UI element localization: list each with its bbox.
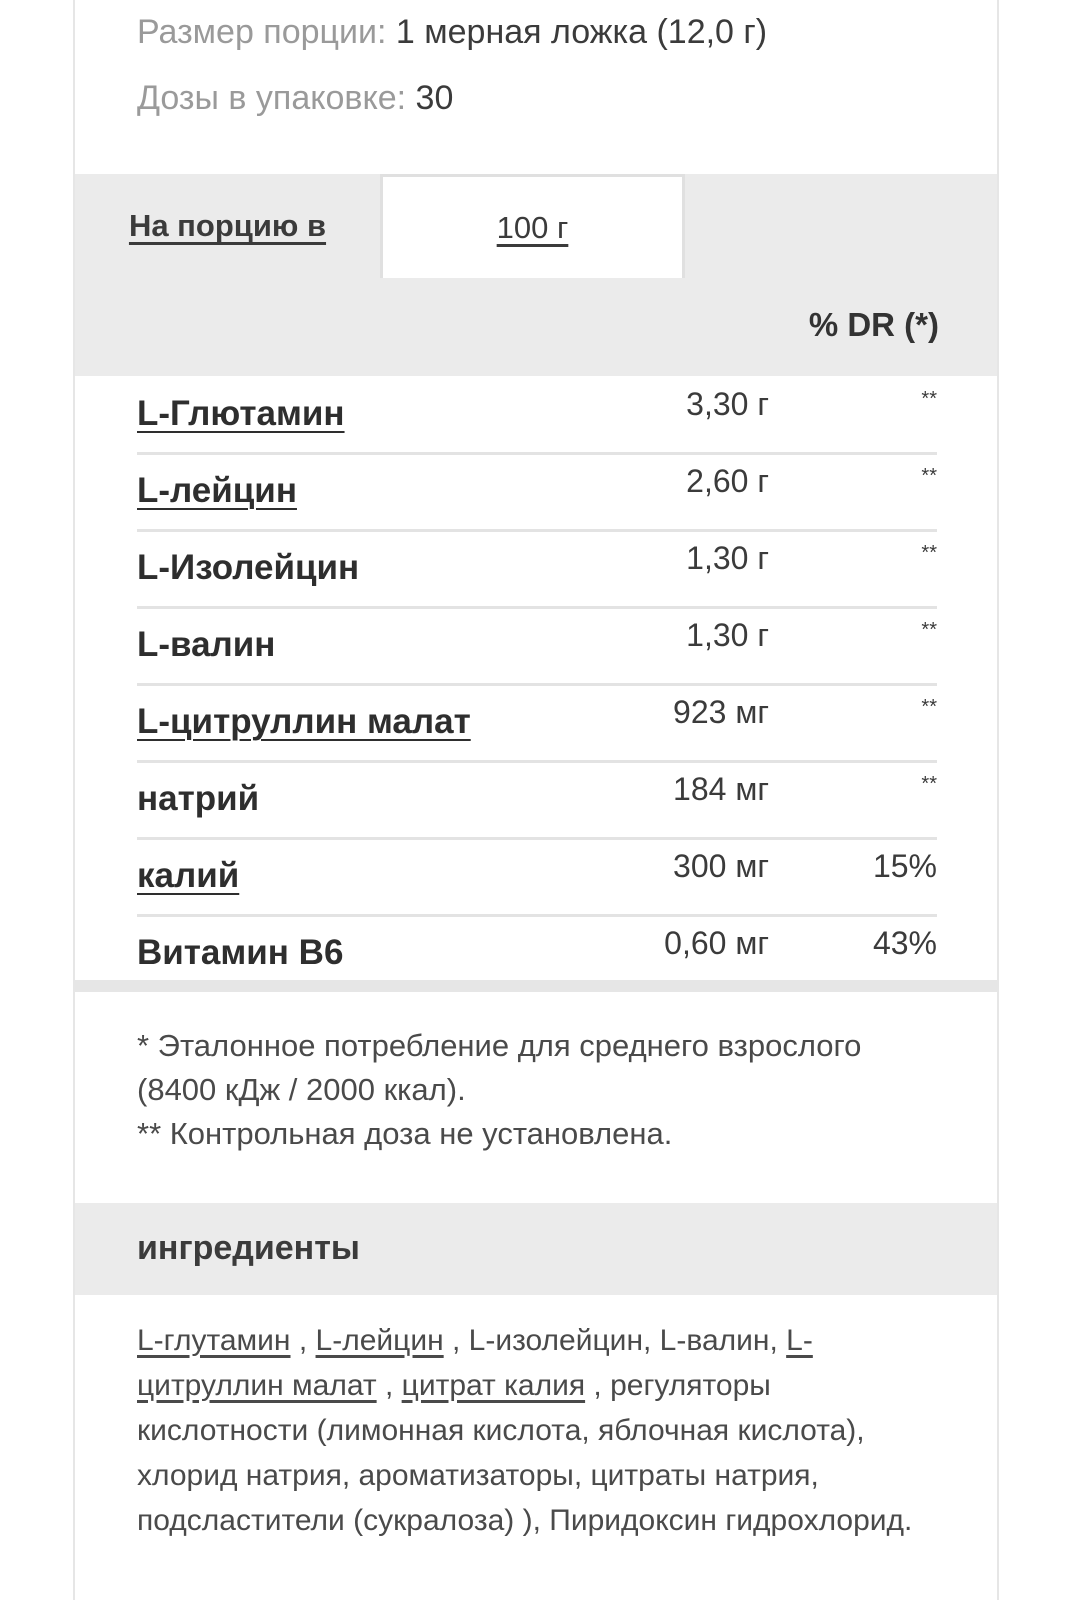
nutrient-dr: ** [921,388,937,410]
ingredient-link[interactable]: цитрат калия [401,1369,586,1402]
table-row [137,686,937,763]
footnote-no-reference: ** Контрольная доза не установлена. [137,1116,673,1151]
nutrient-amount: 300 мг [673,848,769,884]
serving-size [137,12,767,52]
ingredient-text: , L-изолейцин, L-валин, [443,1324,787,1357]
tab-per-serving[interactable] [75,174,380,278]
nutrient-dr: 43% [872,925,937,961]
nutrient-dr: ** [921,773,937,795]
ingredient-link[interactable]: L-глутамин [137,1324,291,1357]
doses-label: Дозы в упаковке: [137,79,407,117]
nutrient-name[interactable]: L-цитруллин малат [137,702,471,741]
nutrient-amount: 923 мг [673,694,769,730]
footnotes [137,1024,937,1156]
footnote-reference-intake: * Эталонное потребление для среднего взрослого (8400 кДж / 2000 ккал). [137,1028,862,1107]
nutrient-amount: 3,30 г [686,386,769,422]
doses-value: 30 [415,79,454,117]
ingredient-text: , [290,1324,316,1357]
section-divider [75,980,997,992]
table-row [137,378,937,455]
table-header [75,278,997,376]
nutrient-table [137,378,937,991]
serving-size-value: 1 мерная ложка (12,0 г) [395,13,768,51]
serving-size-label: Размер порции: [137,13,387,51]
doses-per-pack [137,78,453,118]
nutrient-amount: 0,60 мг [664,925,769,961]
nutrient-name: L-Изолейцин [137,548,360,587]
ingredients-text [137,1318,937,1543]
ingredient-text: , [376,1369,402,1402]
nutrient-name: L-валин [137,625,276,664]
tab-per-100g[interactable] [380,174,685,278]
nutrient-dr: 15% [872,848,937,884]
nutrient-dr: ** [921,542,937,564]
nutrient-name: натрий [137,779,260,818]
nutrient-amount: 1,30 г [686,540,769,576]
ingredient-link[interactable]: L-цитруллин малат [137,1324,813,1402]
ingredients-header [75,1203,997,1295]
ingredient-text: , регуляторы кислотности (лимонная кислота, яблочная кислота), хлорид натрия, ароматизаторы, цитраты натрия, подсластители (сукралоза) ), Пиридоксин гидрохлорид. [137,1369,913,1537]
dr-column-header: % DR (*) [808,306,939,343]
nutrient-name[interactable]: калий [137,856,240,895]
nutrient-amount: 1,30 г [686,617,769,653]
tab-per-100g-label: 100 г [496,209,569,245]
table-row [137,763,937,840]
table-row [137,840,937,917]
nutrient-name: Витамин В6 [137,933,344,972]
tab-per-serving-label: На порцию в [128,208,327,243]
ingredient-link[interactable]: L-лейцин [315,1324,444,1357]
nutrient-dr: ** [921,619,937,641]
nutrient-amount: 2,60 г [686,463,769,499]
table-row [137,609,937,686]
nutrition-card [73,0,999,1600]
ingredients-title: ингредиенты [137,1229,360,1267]
nutrient-amount: 184 мг [673,771,769,807]
serving-tabs [75,174,997,278]
nutrient-dr: ** [921,696,937,718]
table-row [137,532,937,609]
table-row [137,455,937,532]
nutrient-name[interactable]: L-Глютамин [137,394,345,433]
nutrient-dr: ** [921,465,937,487]
nutrient-name[interactable]: L-лейцин [137,471,297,510]
